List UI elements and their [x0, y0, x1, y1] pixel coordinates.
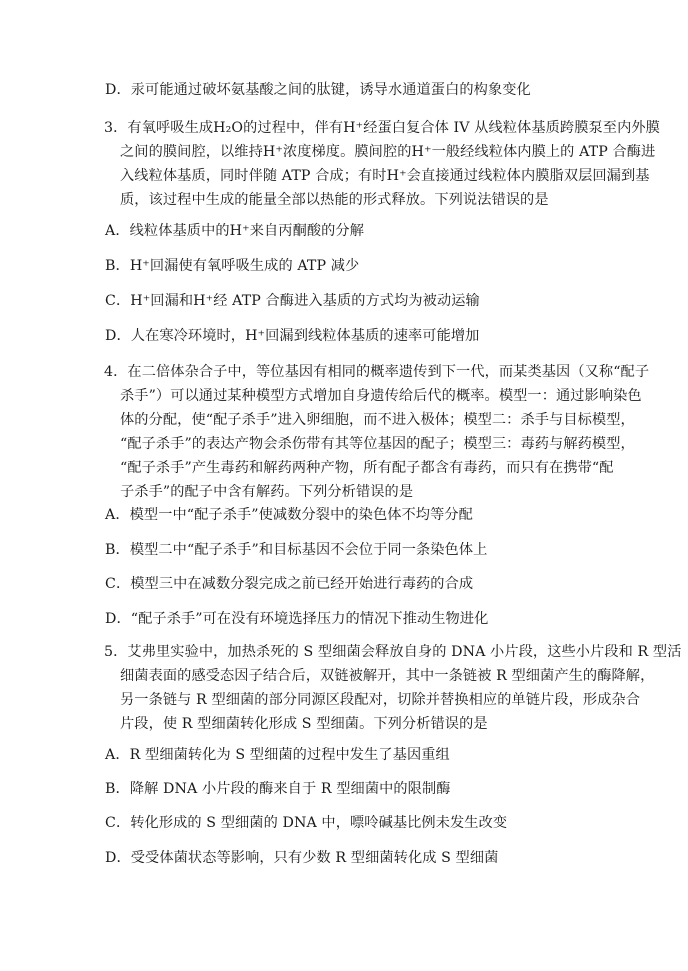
q5-option-a: A．R 型细菌转化为 S 型细菌的过程中发生了基因重组 — [105, 747, 450, 763]
q4-stem-line-6: 子杀手”的配子中含有解药。下列分析错误的是 — [120, 484, 414, 500]
q4-stem-line-2: 杀手”）可以通过某种模型方式增加自身遗传给后代的概率。模型一：通过影响染色 — [120, 388, 642, 404]
q5-option-d: D．受受体菌状态等影响，只有少数 R 型细菌转化成 S 型细菌 — [105, 850, 499, 866]
q4-option-c: C．模型三中在减数分裂完成之前已经开始进行毒药的合成 — [105, 576, 474, 592]
q4-option-a: A．模型一中“配子杀手”使减数分裂中的染色体不均等分配 — [105, 507, 473, 523]
q5-option-b: B．降解 DNA 小片段的酶来自于 R 型细菌中的限制酶 — [105, 781, 451, 797]
q5-stem-line-3: 另一条链与 R 型细菌的部分同源区段配对，切除并替换相应的单链片段，形成杂合 — [120, 692, 641, 708]
q5-stem-line-1: 5．艾弗里实验中，加热杀死的 S 型细菌会释放自身的 DNA 小片段，这些小片段和 R 型活 — [104, 644, 682, 660]
q3-option-c: C．H⁺回漏和H⁺经 ATP 合酶进入基质的方式均为被动运输 — [105, 293, 480, 309]
q4-stem-line-3: 体的分配，使“配子杀手”进入卵细胞，而不进入极体；模型二：杀手与目标模型， — [120, 412, 635, 428]
q3-option-a: A．线粒体基质中的H⁺来自丙酮酸的分解 — [105, 223, 365, 239]
q3-option-d: D．人在寒冷环境时，H⁺回漏到线粒体基质的速率可能增加 — [105, 328, 480, 344]
q2-option-d: D．汞可能通过破坏氨基酸之间的肽键，诱导水通道蛋白的构象变化 — [105, 82, 531, 98]
q3-stem-line-3: 入线粒体基质，同时伴随 ATP 合成；有时H⁺会直接通过线粒体内膜脂双层回漏到基 — [120, 168, 650, 184]
q4-option-b: B．模型二中“配子杀手”和目标基因不会位于同一条染色体上 — [105, 542, 488, 558]
q3-option-b: B．H⁺回漏使有氧呼吸生成的 ATP 减少 — [105, 258, 360, 274]
q3-stem-line-1: 3．有氧呼吸生成H₂O的过程中，伴有H⁺经蛋白复合体 IV 从线粒体基质跨膜泵至内外膜 — [104, 120, 660, 136]
q4-stem-line-4: “配子杀手”的表达产物会杀伤带有其等位基因的配子；模型三：毒药与解药模型， — [120, 436, 635, 452]
q4-option-d: D．“配子杀手”可在没有环境选择压力的情况下推动生物进化 — [105, 611, 489, 627]
q3-stem-line-2: 之间的膜间腔，以维持H⁺浓度梯度。膜间腔的H⁺一般经线粒体内膜上的 ATP 合酶进 — [120, 144, 656, 160]
q3-stem-line-4: 质，该过程中生成的能量全部以热能的形式释放。下列说法错误的是 — [120, 192, 549, 208]
q5-stem-line-4: 片段，使 R 型细菌转化形成 S 型细菌。下列分析错误的是 — [120, 716, 488, 732]
q4-stem-line-5: “配子杀手”产生毒药和解药两种产物，所有配子都含有毒药，而只有在携带“配 — [120, 460, 614, 476]
q5-stem-line-2: 细菌表面的感受态因子结合后，双链被解开，其中一条链被 R 型细菌产生的酶降解， — [120, 668, 655, 684]
q5-option-c: C．转化形成的 S 型细菌的 DNA 中，嘌呤碱基比例未发生改变 — [105, 815, 508, 831]
q4-stem-line-1: 4．在二倍体杂合子中，等位基因有相同的概率遗传到下一代，而某类基因（又称“配子 — [104, 364, 650, 380]
